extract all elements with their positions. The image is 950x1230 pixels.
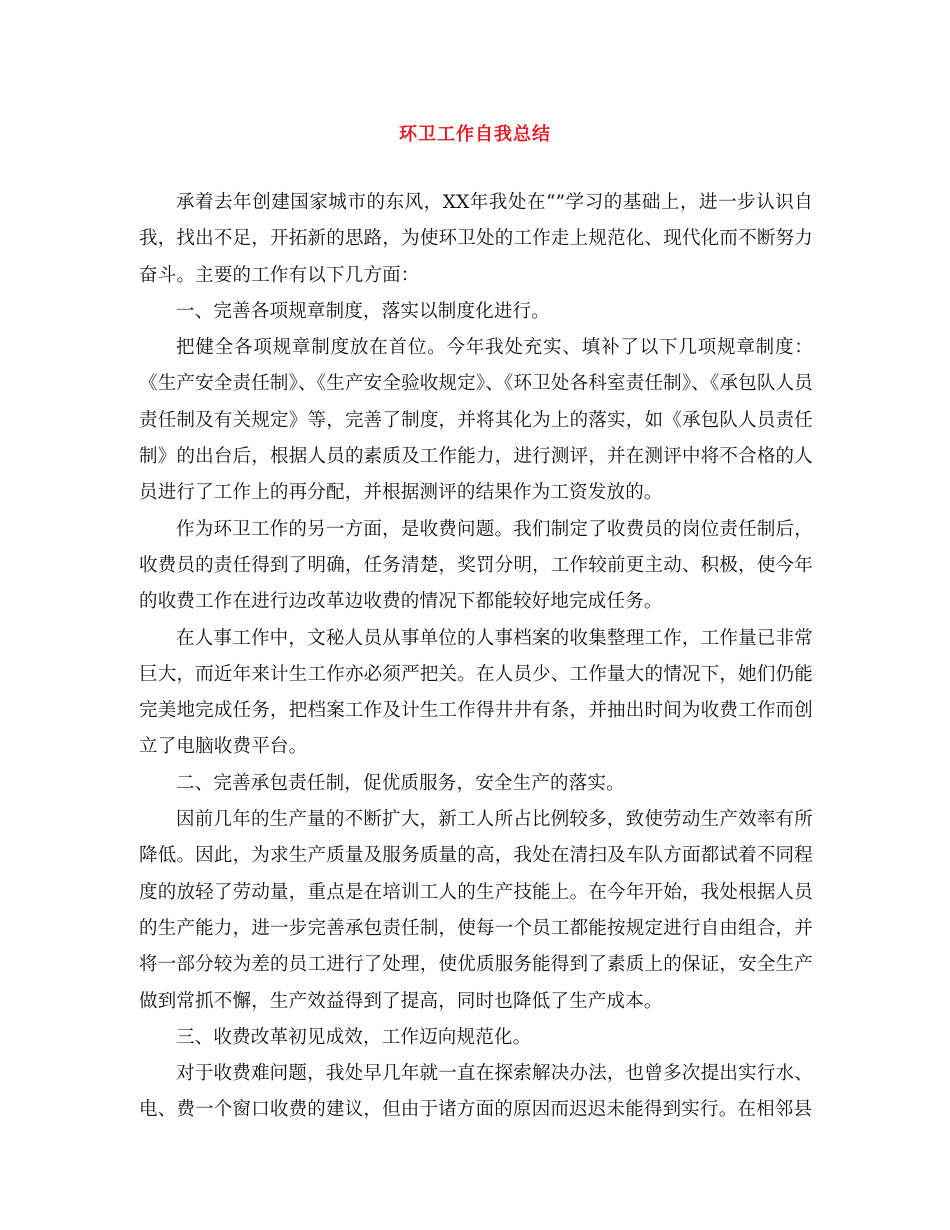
section-heading: 一、完善各项规章制度，落实以制度化进行。: [176, 300, 551, 322]
paragraph: 因前几年的生产量的不断扩大，新工人所占比例较多，致使劳动生产效率有所降低。因此，为求生产质量及服务质量的高，我处在清扫及车队方面都试着不同程度的放轻了劳动量，重点是在培训工人的生产技能上。在今年开始，我处根据人员的生产能力，进一步完善承包责任制，使每一个员工都能按规定进行自由组合，并将一部分较为差的员工进行了处理，使优质服务能得到了素质上的保证，安全生产做到常抓不懈，生产效益得到了提高，同时也降低了生产成本。: [139, 809, 813, 1012]
paragraph: 承着去年创建国家城市的东风，XX年我处在“”学习的基础上，进一步认识自我，找出不足，开拓新的思路，为使环卫处的工作走上规范化、现代化而不断努力奋斗。主要的工作有以下几方面：: [139, 192, 813, 286]
document-title: 环卫工作自我总结: [399, 124, 551, 145]
document-body: [139, 185, 813, 1129]
paragraph: 在人事工作中，文秘人员从事单位的人事档案的收集整理工作，工作量已非常巨大，而近年来计生工作亦必须严把关。在人员少、工作量大的情况下，她们仍能完美地完成任务，把档案工作及计生工作得井井有条，并抽出时间为收费工作而创立了电脑收费平台。: [139, 627, 813, 758]
section-heading: 三、收费改革初见成效，工作迈向规范化。: [176, 1026, 532, 1048]
paragraph: 对于收费难问题，我处早几年就一直在探索解决办法，也曾多次提出实行水、电、费一个窗口收费的建议，但由于诸方面的原因而迟迟未能得到实行。在相邻县: [139, 1063, 813, 1121]
paragraph: 作为环卫工作的另一方面，是收费问题。我们制定了收费员的岗位责任制后，收费员的责任得到了明确，任务清楚，奖罚分明，工作较前更主动、积极，使今年的收费工作在进行边改革边收费的情况下都能较好地完成任务。: [139, 518, 813, 613]
section-heading: 二、完善承包责任制，促优质服务，安全生产的落实。: [176, 772, 625, 794]
paragraph: 把健全各项规章制度放在首位。今年我处充实、填补了以下几项规章制度：《生产安全责任制》、《生产安全验收规定》、《环卫处各科室责任制》、《承包队人员责任制及有关规定》等，完善了制度，并将其化为上的落实，如《承包队人员责任制》的出台后，根据人员的素质及工作能力，进行测评，并在测评中将不合格的人员进行了工作上的再分配，并根据测评的结果作为工资发放的。: [139, 337, 813, 504]
